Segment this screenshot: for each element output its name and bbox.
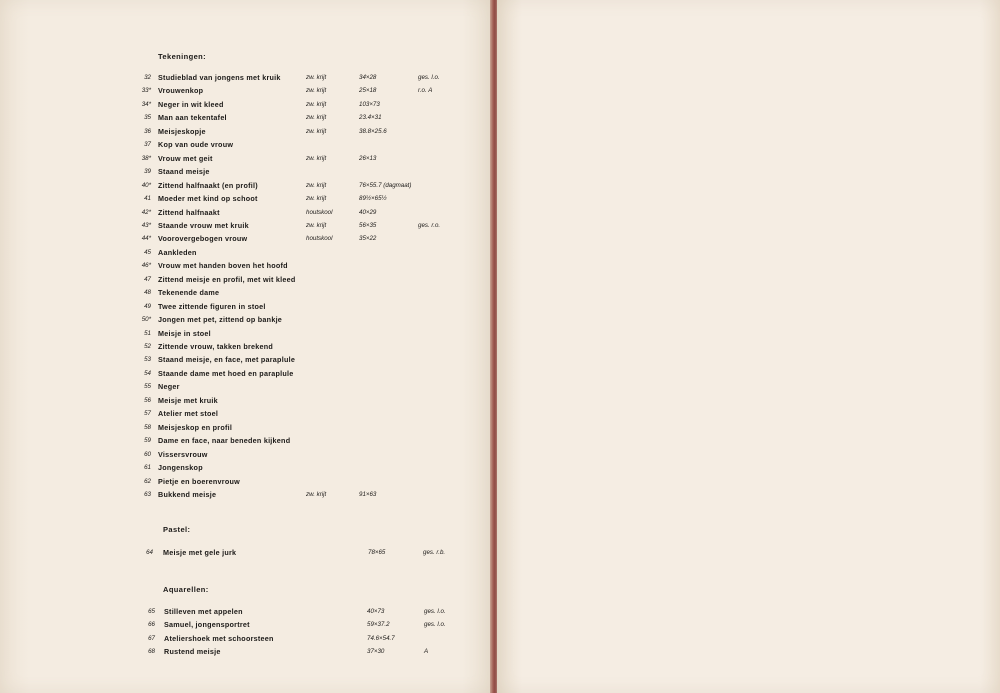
entry-medium: zw. krijt: [306, 127, 327, 135]
entry-note: ges. l.o.: [424, 621, 446, 629]
entry-number: 55: [144, 383, 151, 391]
entry-title: Vissersvrouw: [158, 449, 208, 459]
catalogue-entry: [0, 548, 492, 560]
entry-title: Meisjeskopje: [158, 126, 206, 136]
entry-number: 65: [148, 608, 155, 615]
catalogue-entry: [0, 154, 492, 166]
entry-dimensions: 40×29: [359, 208, 377, 216]
entry-note: A: [424, 648, 429, 656]
entry-title: Samuel, jongensportret: [164, 620, 250, 630]
entry-medium: zw. krijt: [306, 114, 327, 122]
entry-medium: zw. krijt: [306, 74, 327, 81]
entry-dimensions: 25×18: [359, 87, 377, 95]
entry-number: 64: [146, 549, 153, 556]
catalogue-entry: [0, 477, 492, 489]
entry-number: 38*: [141, 154, 151, 162]
entry-note: r.o. A: [418, 87, 433, 95]
entry-number: 43*: [141, 221, 151, 229]
entry-title: Staand meisje: [158, 167, 210, 177]
entry-medium: zw. krijt: [306, 490, 327, 498]
entry-dimensions: 35×22: [359, 235, 377, 243]
catalogue-entry: [0, 450, 492, 462]
catalogue-entry: [0, 342, 492, 354]
entry-medium: houtskool: [306, 208, 333, 216]
catalogue-entry: [0, 234, 492, 246]
entry-number: 54: [144, 369, 151, 377]
entry-title: Staande vrouw met kruik: [158, 220, 249, 230]
entry-dimensions: 26×13: [359, 154, 377, 162]
entry-number: 57: [144, 410, 151, 418]
entry-number: 60: [144, 450, 151, 458]
entry-medium: zw. krijt: [306, 154, 327, 162]
catalogue-entry: [0, 396, 492, 408]
catalogue-entry: [0, 369, 492, 381]
entry-title: Jongen met pet, zittend op bankje: [158, 315, 283, 325]
entry-title: Zittende vrouw, takken brekend: [158, 342, 274, 351]
entry-number: 63: [144, 490, 151, 498]
catalogue-entry: [0, 167, 492, 179]
catalogue-entry: [0, 329, 492, 341]
catalogue-entry: [0, 490, 492, 502]
entry-title: Moeder met kind op schoot: [158, 194, 258, 204]
entry-number: 40*: [141, 181, 151, 189]
entry-medium: zw. krijt: [306, 100, 327, 108]
entry-number: 33*: [141, 87, 151, 95]
entry-medium: zw. krijt: [306, 221, 327, 229]
catalogue-entry: [0, 181, 492, 193]
entry-title: Zittend meisje en profil, met wit kleed: [158, 274, 296, 284]
entry-title: Pietje en boerenvrouw: [158, 476, 240, 486]
catalogue-entry: [0, 248, 492, 260]
entry-dimensions: 23.4×31: [359, 114, 382, 122]
entry-title: Tekenende dame: [158, 288, 220, 298]
entry-number: 36: [144, 127, 151, 135]
entry-title: Aankleden: [158, 247, 197, 257]
catalogue-entry: [0, 607, 492, 619]
entry-dimensions: 78×65: [368, 549, 386, 556]
entry-number: 67: [148, 634, 155, 642]
entry-note: ges. l.o.: [424, 608, 446, 615]
entry-number: 61: [144, 464, 151, 472]
catalogue-entry: [0, 302, 492, 314]
section-heading-pastel: Pastel:: [163, 525, 191, 534]
entry-number: 46*: [141, 262, 151, 270]
entry-number: 39: [144, 168, 151, 176]
entry-dimensions: 38.8×25.6: [359, 127, 387, 135]
entry-number: 49: [144, 302, 151, 310]
entry-number: 68: [148, 648, 155, 656]
catalogue-entry: [0, 634, 492, 646]
entry-title: Meisjeskop en profil: [158, 422, 233, 432]
catalogue-entry: [0, 355, 492, 367]
entry-title: Staande dame met hoed en paraplule: [158, 368, 294, 378]
entry-title: Vrouw met handen boven het hoofd: [158, 261, 288, 271]
entry-number: 44*: [141, 235, 151, 243]
catalogue-entry: [0, 208, 492, 220]
entry-title: Vrouwenkop: [158, 86, 204, 96]
catalogue-entry: [0, 315, 492, 327]
catalogue-entry: [0, 127, 492, 139]
catalogue-entry: [0, 463, 492, 475]
entry-title: Voorovergebogen vrouw: [158, 234, 248, 244]
section-heading-aquarellen: Aquarellen:: [163, 585, 209, 594]
entry-dimensions: 40×73: [367, 608, 385, 615]
catalogue-entry: [0, 436, 492, 448]
entry-title: Bukkend meisje: [158, 489, 217, 499]
catalogue-entry: [0, 647, 492, 659]
catalogue-entry: [0, 100, 492, 112]
catalogue-entry: [0, 73, 492, 85]
entry-title: Meisje in stoel: [158, 328, 211, 338]
entry-title: Studieblad van jongens met kruik: [158, 73, 281, 82]
entry-medium: zw. krijt: [306, 181, 327, 189]
entry-number: 41: [144, 195, 151, 203]
entry-dimensions: 59×37.2: [367, 621, 390, 629]
entry-dimensions: 76×55.7 (dagmaat): [359, 181, 412, 189]
entry-title: Dame en face, naar beneden kijkend: [158, 436, 291, 446]
catalogue-entry: [0, 409, 492, 421]
entry-dimensions: 103×73: [359, 100, 380, 108]
entry-title: Neger in wit kleed: [158, 99, 224, 109]
entry-title: Ateliershoek met schoorsteen: [164, 633, 274, 643]
entry-number: 35: [144, 114, 151, 122]
entry-number: 66: [148, 621, 155, 629]
entry-number: 34*: [141, 100, 151, 108]
entry-number: 32: [144, 74, 151, 81]
entry-dimensions: 37×30: [367, 648, 385, 656]
entry-number: 47: [144, 275, 151, 283]
catalogue-entry: [0, 620, 492, 632]
entry-dimensions: 74.6×54.7: [367, 634, 395, 642]
entry-number: 42*: [141, 208, 151, 216]
entry-dimensions: 56×35: [359, 221, 377, 229]
entry-title: Meisje met gele jurk: [163, 548, 237, 557]
catalogue-entry: [0, 194, 492, 206]
entry-title: Neger: [158, 382, 180, 392]
entry-title: Man aan tekentafel: [158, 113, 227, 123]
catalogue-entry: [0, 140, 492, 152]
entry-note: ges. l.o.: [418, 74, 440, 81]
entry-title: Meisje met kruik: [158, 395, 218, 405]
entry-number: 62: [144, 477, 151, 485]
entry-dimensions: 34×28: [359, 74, 377, 81]
entry-note: ges. r.o.: [418, 221, 441, 229]
entry-medium: zw. krijt: [306, 195, 327, 203]
entry-dimensions: 89½×65½: [359, 195, 387, 203]
catalogue-entry: [0, 86, 492, 98]
entry-title: Twee zittende figuren in stoel: [158, 301, 266, 311]
entry-number: 48: [144, 289, 151, 297]
entry-number: 59: [144, 437, 151, 445]
entry-number: 37: [144, 141, 151, 149]
catalogue-entry: [0, 275, 492, 287]
entry-title: Kop van oude vrouw: [158, 140, 234, 150]
catalogue-entry: [0, 261, 492, 273]
entry-medium: zw. krijt: [306, 87, 327, 95]
entry-title: Stilleven met appelen: [164, 607, 243, 616]
catalogue-entry: [0, 221, 492, 233]
catalogue-entry: [0, 288, 492, 300]
entry-note: ges. r.b.: [423, 549, 446, 556]
catalogue-entry: [0, 382, 492, 394]
entry-number: 53: [144, 356, 151, 364]
entry-medium: houtskool: [306, 235, 333, 243]
entry-title: Atelier met stoel: [158, 409, 219, 419]
entry-number: 52: [144, 343, 151, 350]
catalogue-entry: [0, 113, 492, 125]
entry-title: Zittend halfnaakt (en profil): [158, 180, 258, 190]
section-heading-tekeningen: Tekeningen:: [158, 52, 207, 61]
entry-number: 56: [144, 396, 151, 404]
entry-number: 58: [144, 423, 151, 431]
entry-dimensions: 91×63: [359, 490, 377, 498]
entry-title: Vrouw met geit: [158, 153, 213, 163]
entry-number: 51: [144, 329, 151, 337]
entry-title: Zittend halfnaakt: [158, 207, 220, 217]
entry-number: 45: [144, 248, 151, 256]
catalogue-entry: [0, 423, 492, 435]
right-page-blank: [497, 0, 1000, 693]
entry-number: 50*: [141, 316, 151, 324]
entry-title: Staand meisje, en face, met paraplule: [158, 355, 296, 365]
left-page: [0, 0, 492, 693]
entry-title: Jongenskop: [158, 463, 203, 473]
entry-title: Rustend meisje: [164, 647, 221, 657]
